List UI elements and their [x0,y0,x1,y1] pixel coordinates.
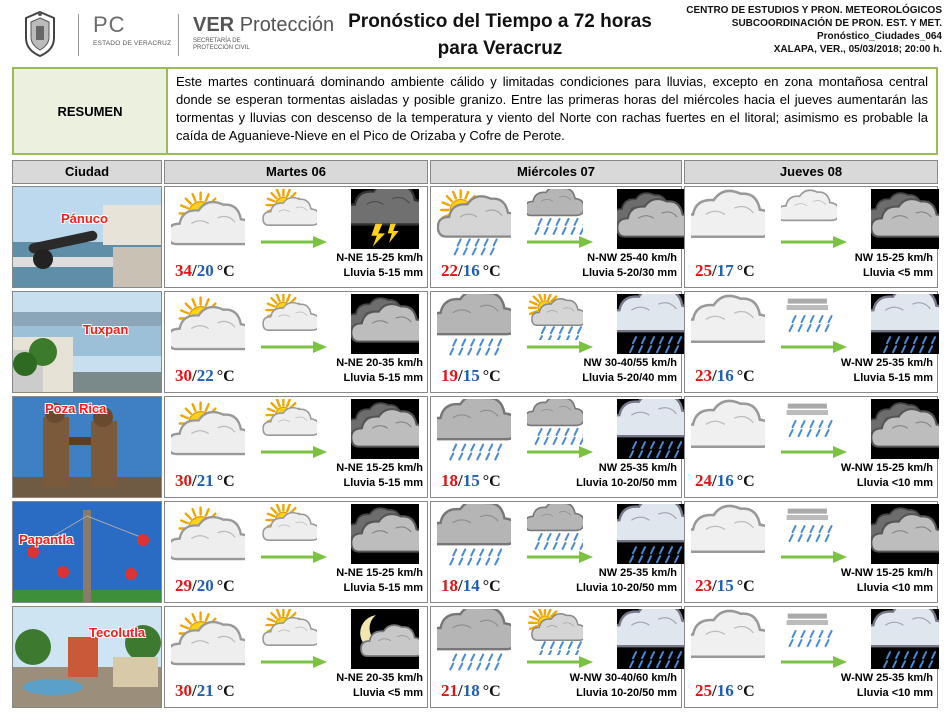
cloudy-night-icon [351,399,419,459]
cloudy-night-icon [351,504,419,564]
forecast-day-cell [164,291,428,393]
wind-speed: N-NE 20-35 km/h [336,672,423,684]
temp-max: 23 [695,366,712,385]
temp-max: 30 [175,471,192,490]
temperature: 34/20 °C [175,261,235,280]
rain-amount: Lluvia 5-15 mm [343,372,423,384]
temp-min: 21 [196,471,214,490]
wind-arrow-icon [527,655,593,667]
temp-min: 17 [716,261,734,280]
temp-max: 24 [695,471,712,490]
temperature: 23/15 °C [695,576,755,595]
temp-unit: °C [216,578,235,595]
forecast-day-cell [430,186,682,288]
temperature: 18/15 °C [441,471,501,490]
rain-cloud-icon [437,294,511,364]
wind-rain-info [855,251,933,281]
wind-rain-info [576,461,677,491]
rain-night-icon [617,294,685,354]
temperature: 30/21 °C [175,471,235,490]
temperature: 30/21 °C [175,681,235,700]
sun-rain-icon [437,189,511,259]
temp-max: 19 [441,366,458,385]
rain-amount: Lluvia 10-20/50 mm [576,582,677,594]
temp-max: 22 [441,261,458,280]
table-row [12,501,938,605]
forecast-day-cell [164,396,428,498]
city-photo-cell [12,186,162,288]
forecast-day-cell [430,606,682,708]
wind-speed: N-NW 25-40 km/h [587,252,677,264]
rain-cloud-icon [527,189,583,235]
city-name: Poza Rica [45,401,107,416]
temp-min: 15 [462,471,480,490]
wind-rain-info [336,461,423,491]
sun-cloud-icon [261,294,317,340]
rain-amount: Lluvia <10 mm [856,687,933,699]
city-photo-cell [12,606,162,708]
sun-cloud-icon [171,189,245,259]
sun-rain-icon [527,609,583,655]
wind-arrow-icon [781,655,847,667]
wind-rain-info [336,356,423,386]
cloudy-night-icon [871,504,939,564]
column-header-day-3: Jueves 08 [684,160,938,184]
wind-speed: NW 15-25 km/h [854,252,933,264]
temp-max: 25 [695,681,712,700]
temp-unit: °C [736,578,755,595]
table-row [12,291,938,395]
temperature: 21/18 °C [441,681,501,700]
temp-max: 18 [441,576,458,595]
temperature: 23/16 °C [695,366,755,385]
wind-speed: N-NE 15-25 km/h [336,252,423,264]
temp-min: 14 [462,576,480,595]
rain-amount: Lluvia 5-15 mm [343,582,423,594]
cloud-icon [691,399,765,469]
wind-arrow-icon [261,550,327,562]
pc-logo [78,14,178,56]
wind-arrow-icon [261,340,327,352]
wind-arrow-icon [527,340,593,352]
column-header-day-1: Martes 06 [164,160,428,184]
temp-min: 21 [196,681,214,700]
temperature: 22/16 °C [441,261,501,280]
rain-amount: Lluvia 5-15 mm [853,372,933,384]
ver-logo-text: VER [193,14,235,36]
forecast-day-cell [164,186,428,288]
table-row [12,186,938,290]
city-photo [13,292,162,393]
temp-unit: °C [482,683,501,700]
temp-max: 29 [175,576,192,595]
wind-speed: N-NE 20-35 km/h [336,357,423,369]
city-name: Tuxpan [83,322,129,337]
wind-arrow-icon [261,235,327,247]
rain-cloud-icon [437,609,511,679]
temp-max: 21 [441,681,458,700]
temperature: 29/20 °C [175,576,235,595]
temp-min: 15 [462,366,480,385]
temp-unit: °C [482,473,501,490]
issue-date: XALAPA, VER., 05/03/2018; 20:00 h. [773,44,942,55]
temperature: 19/15 °C [441,366,501,385]
rain-amount: Lluvia 5-15 mm [343,267,423,279]
wind-speed: N-NE 15-25 km/h [336,567,423,579]
rain-cloud-icon [527,399,583,445]
temperature: 25/16 °C [695,681,755,700]
summary-text: Este martes continuará dominando ambiente cálido y limitadas condiciones para lluvias, excepto en zona montañosa central donde se esperan tormentas aisladas y posible granizo. Entre las primeras horas del miércoles hacia el jueves aumentarán las tormentas y lluvias con descenso de la temperatura y viento del Norte con rachas fuertes en el litoral; asimismo es probable la caída de Aguanieve-Nieve en el Pico de Orizaba y Cofre de Perote. [176,74,928,143]
rain-cloud-icon [437,504,511,574]
forecast-day-cell [684,501,938,603]
wind-rain-info [841,566,933,596]
forecast-day-cell [164,501,428,603]
rain-amount: Lluvia <5 mm [352,687,423,699]
rain-night-icon [617,504,685,564]
temp-unit: °C [482,368,501,385]
wind-rain-info [582,356,677,386]
cloudy-night-icon [351,294,419,354]
cloudy-night-icon [871,189,939,249]
proteccion-logo-text: Protección [239,14,335,36]
city-photo [13,187,162,288]
temp-min: 16 [716,366,734,385]
temp-unit: °C [216,368,235,385]
pc-logo-subtext: ESTADO DE VERACRUZ [93,40,172,47]
wind-speed: W-NW 25-35 km/h [840,672,933,684]
city-photo-cell [12,291,162,393]
page-title [340,8,660,62]
wind-rain-info [336,251,423,281]
cloud-icon [691,609,765,679]
storm-night-icon [351,189,419,249]
temp-max: 25 [695,261,712,280]
fog-rain-icon [781,609,837,655]
wind-rain-info [576,566,677,596]
wind-rain-info [582,251,677,281]
fog-rain-icon [781,399,837,445]
rain-amount: Lluvia <10 mm [856,477,933,489]
wind-arrow-icon [261,655,327,667]
rain-night-icon [617,399,685,459]
issuer-line-1: CENTRO DE ESTUDIOS Y PRON. METEOROLÓGICOS [686,5,942,16]
wind-arrow-icon [527,445,593,457]
temp-max: 30 [175,366,192,385]
wind-speed: W-NW 25-35 km/h [840,357,933,369]
rain-night-icon [871,609,939,669]
page-header [0,0,952,64]
rain-amount: Lluvia <10 mm [856,582,933,594]
sun-cloud-icon [171,399,245,469]
ver-logo-sub2: PROTECCIÓN CIVIL [193,45,250,51]
rain-amount: Lluvia 5-15 mm [343,477,423,489]
forecast-day-cell [164,606,428,708]
cloud-icon [781,189,837,235]
temperature: 25/17 °C [695,261,755,280]
wind-speed: NW 30-40/55 km/h [583,357,677,369]
rain-cloud-icon [437,399,511,469]
temp-unit: °C [736,368,755,385]
issuer-line-2: SUBCOORDINACIÓN DE PRON. EST. Y MET. [731,18,942,29]
temp-unit: °C [736,263,755,280]
temp-min: 22 [196,366,214,385]
bulletin-id: Pronóstico_Ciudades_064 [816,31,942,42]
wind-rain-info [336,566,423,596]
sun-cloud-icon [171,609,245,679]
forecast-day-cell [684,186,938,288]
city-name: Papantla [19,532,74,547]
sun-cloud-icon [261,609,317,655]
temp-unit: °C [482,263,501,280]
rain-night-icon [617,609,685,669]
wind-rain-info [336,671,423,701]
column-header-day-2: Miércoles 07 [430,160,682,184]
wind-speed: NW 25-35 km/h [598,567,677,579]
temp-unit: °C [736,683,755,700]
forecast-day-cell [430,396,682,498]
city-photo-cell [12,501,162,603]
wind-arrow-icon [781,445,847,457]
sun-cloud-icon [261,399,317,445]
rain-cloud-icon [527,504,583,550]
cloudy-night-icon [617,189,685,249]
wind-arrow-icon [527,550,593,562]
cloud-icon [691,294,765,364]
wind-speed: NW 25-35 km/h [598,462,677,474]
temp-unit: °C [482,578,501,595]
cloud-icon [691,189,765,259]
cloud-icon [691,504,765,574]
wind-speed: N-NE 15-25 km/h [336,462,423,474]
temp-max: 30 [175,681,192,700]
temp-min: 20 [196,261,214,280]
rain-amount: Lluvia 10-20/50 mm [576,477,677,489]
wind-arrow-icon [781,235,847,247]
temp-min: 15 [716,576,734,595]
rain-amount: Lluvia 10-20/50 mm [576,687,677,699]
wind-rain-info [570,671,677,701]
city-name: Pánuco [61,211,108,226]
wind-rain-info [841,461,933,491]
temp-min: 16 [716,471,734,490]
forecast-day-cell [430,291,682,393]
temp-min: 16 [462,261,480,280]
veracruz-seal-logo [20,10,60,58]
city-name: Tecolutla [89,625,146,640]
temp-min: 16 [716,681,734,700]
sun-cloud-icon [261,189,317,235]
sun-cloud-icon [261,504,317,550]
forecast-day-cell [684,606,938,708]
forecast-day-cell [684,396,938,498]
wind-speed: W-NW 15-25 km/h [840,462,933,474]
wind-rain-info [841,671,933,701]
temp-max: 34 [175,261,192,280]
summary-label: RESUMEN [14,69,168,153]
sun-cloud-icon [171,504,245,574]
temp-min: 18 [462,681,480,700]
table-header-row [12,160,938,184]
cloudy-night-icon [871,399,939,459]
city-photo [13,607,162,708]
fog-rain-icon [781,294,837,340]
forecast-day-cell [684,291,938,393]
ver-proteccion-logo [178,14,335,56]
table-row [12,396,938,500]
fog-rain-icon [781,504,837,550]
city-photo-cell [12,396,162,498]
temp-max: 23 [695,576,712,595]
column-header-city: Ciudad [12,160,162,184]
wind-arrow-icon [261,445,327,457]
wind-arrow-icon [527,235,593,247]
pc-logo-text: PC [93,12,126,37]
wind-arrow-icon [781,340,847,352]
ver-logo-sub1: SECRETARÍA DE [193,38,241,44]
sun-cloud-icon [171,294,245,364]
issuer-info [662,4,942,56]
wind-arrow-icon [781,550,847,562]
wind-speed: W-NW 15-25 km/h [840,567,933,579]
forecast-table [12,160,938,708]
summary-box [12,67,938,155]
rain-amount: Lluvia <5 mm [862,267,933,279]
temp-unit: °C [216,473,235,490]
forecast-day-cell [430,501,682,603]
table-row [12,606,938,710]
rain-night-icon [871,294,939,354]
city-photo [13,502,162,603]
title-line-2: para Veracruz [437,38,563,59]
temperature: 18/14 °C [441,576,501,595]
wind-rain-info [841,356,933,386]
rain-amount: Lluvia 5-20/40 mm [582,372,677,384]
moon-cloud-icon [351,609,419,669]
title-line-1: Pronóstico del Tiempo a 72 horas [348,11,652,32]
temp-unit: °C [736,473,755,490]
temp-unit: °C [216,683,235,700]
temp-max: 18 [441,471,458,490]
sun-rain-icon [527,294,583,340]
temperature: 30/22 °C [175,366,235,385]
temp-unit: °C [216,263,235,280]
wind-speed: W-NW 30-40/60 km/h [569,672,677,684]
temperature: 24/16 °C [695,471,755,490]
temp-min: 20 [196,576,214,595]
rain-amount: Lluvia 5-20/30 mm [582,267,677,279]
